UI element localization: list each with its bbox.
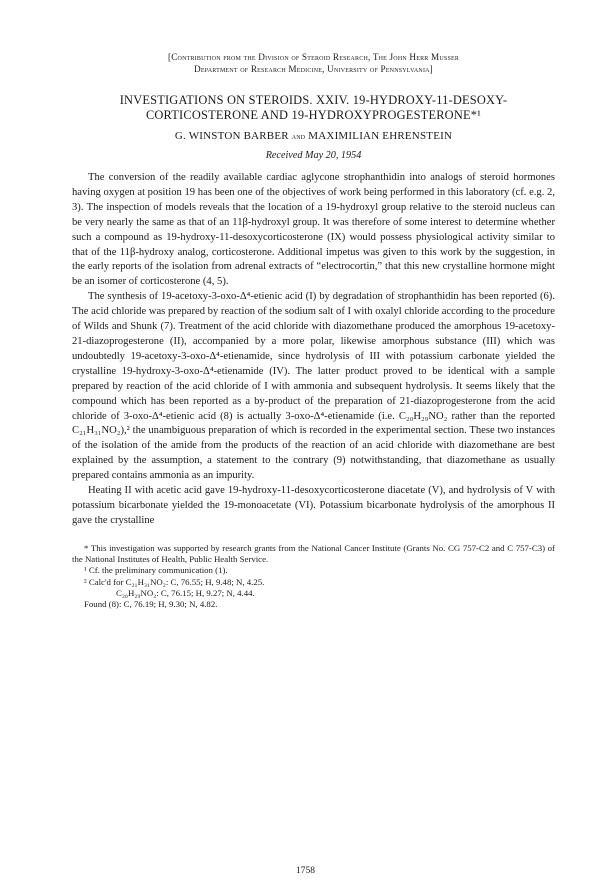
footnote-star: * This investigation was supported by research grants from the National Cancer Institute (Grants No. CG 757-C2 and C 757-C3) of the National Institutes of Health, Public Health Service. xyxy=(72,542,555,565)
author-1: G. WINSTON BARBER xyxy=(174,130,289,142)
footnotes xyxy=(72,543,555,611)
title-line-2: CORTICOSTERONE AND 19-HYDROXYPROGESTERONE*¹ xyxy=(145,108,482,122)
body-text xyxy=(72,171,555,529)
footnote-found: Found (8): C, 76.19; H, 9.30; N, 4.82. xyxy=(84,599,218,610)
paragraph-3: Heating II with acetic acid gave 19-hydroxy-11-desoxycorticosterone diacetate (V), and hydrolysis of V with potassium bicarbonate yielded the 19-monoacetate (VI). Potassium bicarbonate hydrolysis of the amorphous II gave the crystalline xyxy=(72,485,555,526)
paper-title xyxy=(72,93,555,123)
affiliation-line-1: [Contribution from the Division of Steroid Research, The John Herr Musser xyxy=(167,52,460,62)
footnote-2-continued: C₂₀H₂₉NO₂: C, 76.15; H, 9.27; N, 4.44. xyxy=(116,587,255,598)
authors xyxy=(72,130,555,143)
affiliation-line-2: Department of Research Medicine, University of Pennsylvania] xyxy=(194,63,433,74)
title-line-1: INVESTIGATIONS ON STEROIDS. XXIV. 19-HYDROXY-11-DESOXY- xyxy=(119,93,508,107)
received-date: Received May 20, 1954 xyxy=(265,150,362,161)
footnote-1: ¹ Cf. the preliminary communication (1). xyxy=(84,565,228,576)
paragraph-1: The conversion of the readily available cardiac aglycone strophanthidin into analogs of steroid hormones having oxygen at position 19 has been one of the objectives of work being performed in this laboratory (cf. e.g. 2, 3). The inspection of models reveals that the location of a 19-hydroxyl group relative to the steroid nucleus can be very nearly the same as that of an 11β-hydroxyl group. It was therefore of some interest to determine whether such a compound as 19-hydroxy-11-desoxycorticosterone (IX) would possess physiological activity similar to that of the 11β-hydroxy analog, corticosterone. Additional impetus was given to this work by the suggestion, in the early reports of the isolation from adrenal extracts of “electrocortin,” that this new crystalline hormone might be an isomer of corticosterone (4, 5). xyxy=(72,172,555,288)
footnote-2: ² Calc'd for C₂₁H₃₁NO₂: C, 76.55; H, 9.48; N, 4.25. xyxy=(84,576,265,587)
author-2: MAXIMILIAN EHRENSTEIN xyxy=(308,130,453,142)
paragraph-2: The synthesis of 19-acetoxy-3-oxo-Δ⁴-etienic acid (I) by degradation of strophanthidin has been reported (6). The acid chloride was prepared by reaction of the sodium salt of I with oxalyl chloride according to the procedure of Wilds and Shunk (7). Treatment of the acid chloride with diazomethane produced the amorphous 19-acetoxy-21-diazoprogesterone (II), accompanied by a more polar, likewise amorphous substance (III) which was undoubtedly 19-acetoxy-3-oxo-Δ⁴-etienamide, since hydrolysis of III with potassium carbonate yielded the crystalline 19-hydroxy-3-oxo-Δ⁴-etienamide (IV). The latter product proved to be identical with a sample prepared by reaction of the acid chloride of I with ammonia and subsequent hydrolysis. It seems likely that the compound which has been reported as a by-product of the preparation of 21-diazoprogesterone from the acid chloride of 3-oxo-Δ⁴-etienic acid (8) is actually 3-oxo-Δ⁴-etienamide (i.e. C₂₀H₂₉NO₂ rather than the reported C₂₁H₃₁NO₂),² the unambiguous preparation of which is recorded in the experimental section. These two instances of the isolation of the amide from the products of the reaction of an acid chloride with diazomethane are best explained by the assumption, a statement to the contrary (9) notwithstanding, that diazomethane as usually prepared contains ammonia as an impurity. xyxy=(72,291,555,482)
author-conjunction: and xyxy=(291,131,306,141)
affiliation xyxy=(72,52,555,75)
page-number: 1758 xyxy=(296,866,315,876)
